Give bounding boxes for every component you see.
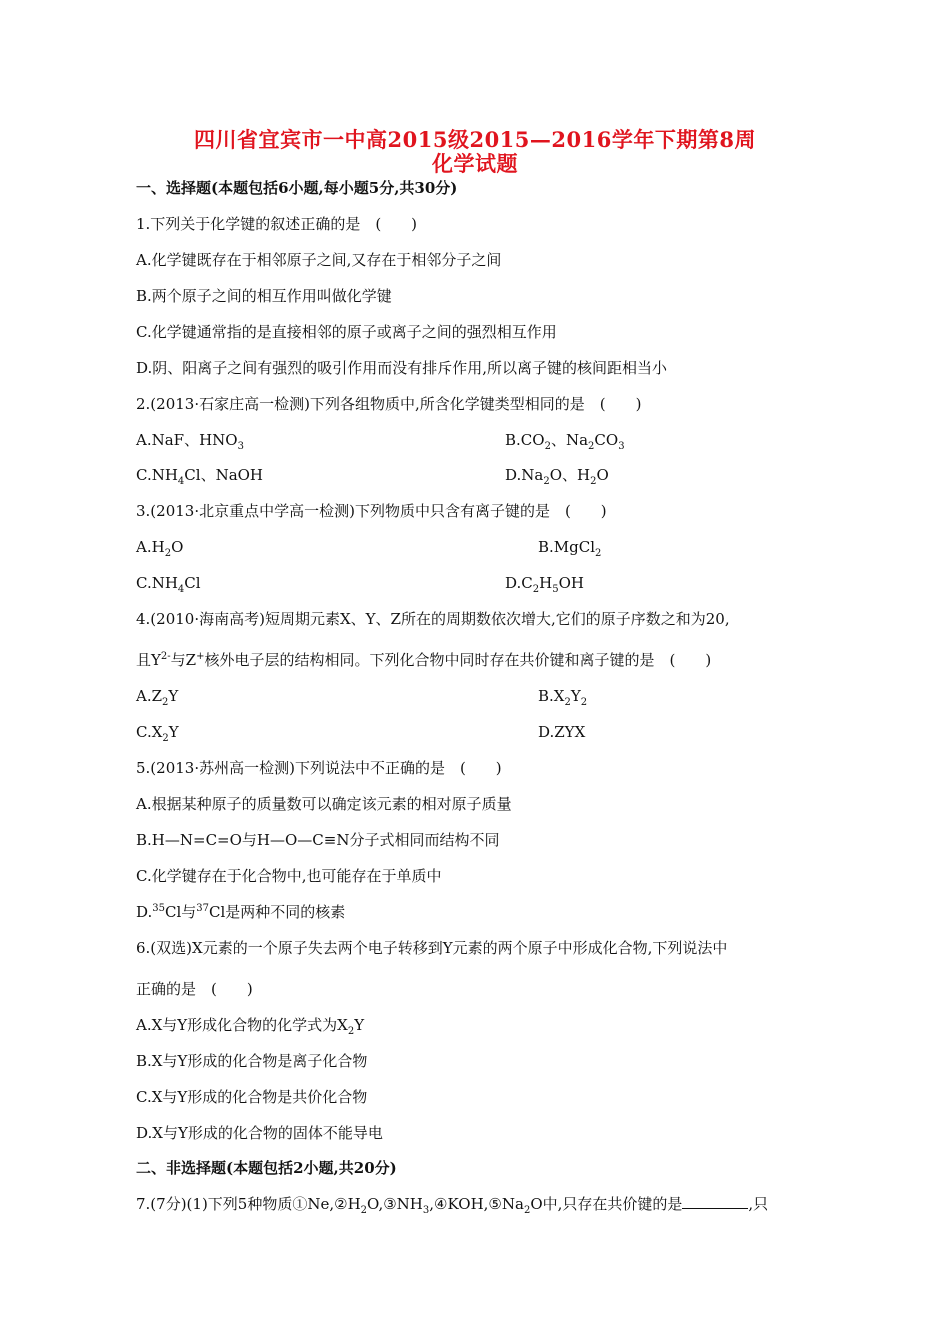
question-7-stem: 7.(7分)(1)下列5种物质$①Ne,②H_2O,③NH_3,④KOH,⑤Na_2O$中,只存在共价键的是 ,只 xyxy=(136,1195,769,1216)
question-2-option-c: $C.NH_4Cl$、NaOH xyxy=(136,466,264,487)
question-5-option-b: B.H—N=C=O与H—O—C≡N分子式相同而结构不同 xyxy=(136,831,500,849)
question-4-option-c: $C.X_2Y$ xyxy=(136,723,179,744)
question-4-stem-line1: 4.(2010·海南高考)短周期元素X、Y、Z所在的周期数依次增大,它们的原子序数之和为20, xyxy=(136,610,730,628)
question-6-option-b: B.X与Y形成的化合物是离子化合物 xyxy=(136,1052,368,1070)
question-6-option-d: D.X与Y形成的化合物的固体不能导电 xyxy=(136,1124,383,1142)
question-5-option-a: A.根据某种原子的质量数可以确定该元素的相对原子质量 xyxy=(136,795,512,813)
question-2-option-a: A.NaF、$HNO_3$ xyxy=(136,431,244,452)
question-3-stem: 3.(2013·北京重点中学高一检测)下列物质中只含有离子键的是 ( ) xyxy=(136,502,607,520)
question-1-option-c: C.化学键通常指的是直接相邻的原子或离子之间的强烈相互作用 xyxy=(136,323,557,341)
question-3-option-c: $C.NH_4Cl$ xyxy=(136,574,201,595)
question-2-option-d: $D.Na_2O$、$H_2O$ xyxy=(505,466,609,487)
section-heading-choice: 一、选择题(本题包括6小题,每小题5分,共30分) xyxy=(136,179,458,197)
question-5-stem: 5.(2013·苏州高一检测)下列说法中不正确的是 ( ) xyxy=(136,759,502,777)
question-3-option-a: $A.H_2O$ xyxy=(136,538,184,559)
section-heading-nonchoice: 二、非选择题(本题包括2小题,共20分) xyxy=(136,1159,397,1177)
question-3-option-b: B.MgCl$_2$ xyxy=(538,538,602,559)
question-3-option-d: $D.C_2H_5OH$ xyxy=(505,574,584,595)
question-1-option-a: A.化学键既存在于相邻原子之间,又存在于相邻分子之间 xyxy=(136,251,502,269)
document-subtitle: 化学试题 xyxy=(432,151,518,176)
question-4-option-d: D.ZYX xyxy=(538,723,586,741)
question-6-option-a: A.X与Y形成化合物的化学式为$X_2Y$ xyxy=(136,1016,365,1037)
question-2-stem: 2.(2013·石家庄高一检测)下列各组物质中,所含化学键类型相同的是 ( ) xyxy=(136,395,642,413)
question-5-option-d: D.$^{35}$Cl与$^{37}$Cl是两种不同的核素 xyxy=(136,903,346,921)
question-6-stem-line1: 6.(双选)X元素的一个原子失去两个电子转移到Y元素的两个原子中形成化合物,下列说法中 xyxy=(136,939,728,957)
question-6-stem-line2: 正确的是 ( ) xyxy=(136,980,253,998)
document-title: 四川省宜宾市一中高2015级2015—2016学年下期第8周 xyxy=(194,127,756,152)
question-6-option-c: C.X与Y形成的化合物是共价化合物 xyxy=(136,1088,368,1106)
question-1-stem: 1.下列关于化学键的叙述正确的是 ( ) xyxy=(136,215,418,233)
question-2-option-b: $B.CO_2$、$Na_2CO_3$ xyxy=(505,431,625,452)
question-5-option-c: C.化学键存在于化合物中,也可能存在于单质中 xyxy=(136,867,442,885)
question-1-option-d: D.阴、阳离子之间有强烈的吸引作用而没有排斥作用,所以离子键的核间距相当小 xyxy=(136,359,668,377)
answer-blank[interactable] xyxy=(682,1194,748,1209)
question-4-option-a: $A.Z_2Y$ xyxy=(136,687,179,708)
question-4-option-b: $B.X_2Y_2$ xyxy=(538,687,588,708)
question-1-option-b: B.两个原子之间的相互作用叫做化学键 xyxy=(136,287,392,305)
question-4-stem-line2: 且$Y^{2-}$与Z+核外电子层的结构相同。下列化合物中同时存在共价键和离子键的是 ( ) xyxy=(136,651,712,669)
